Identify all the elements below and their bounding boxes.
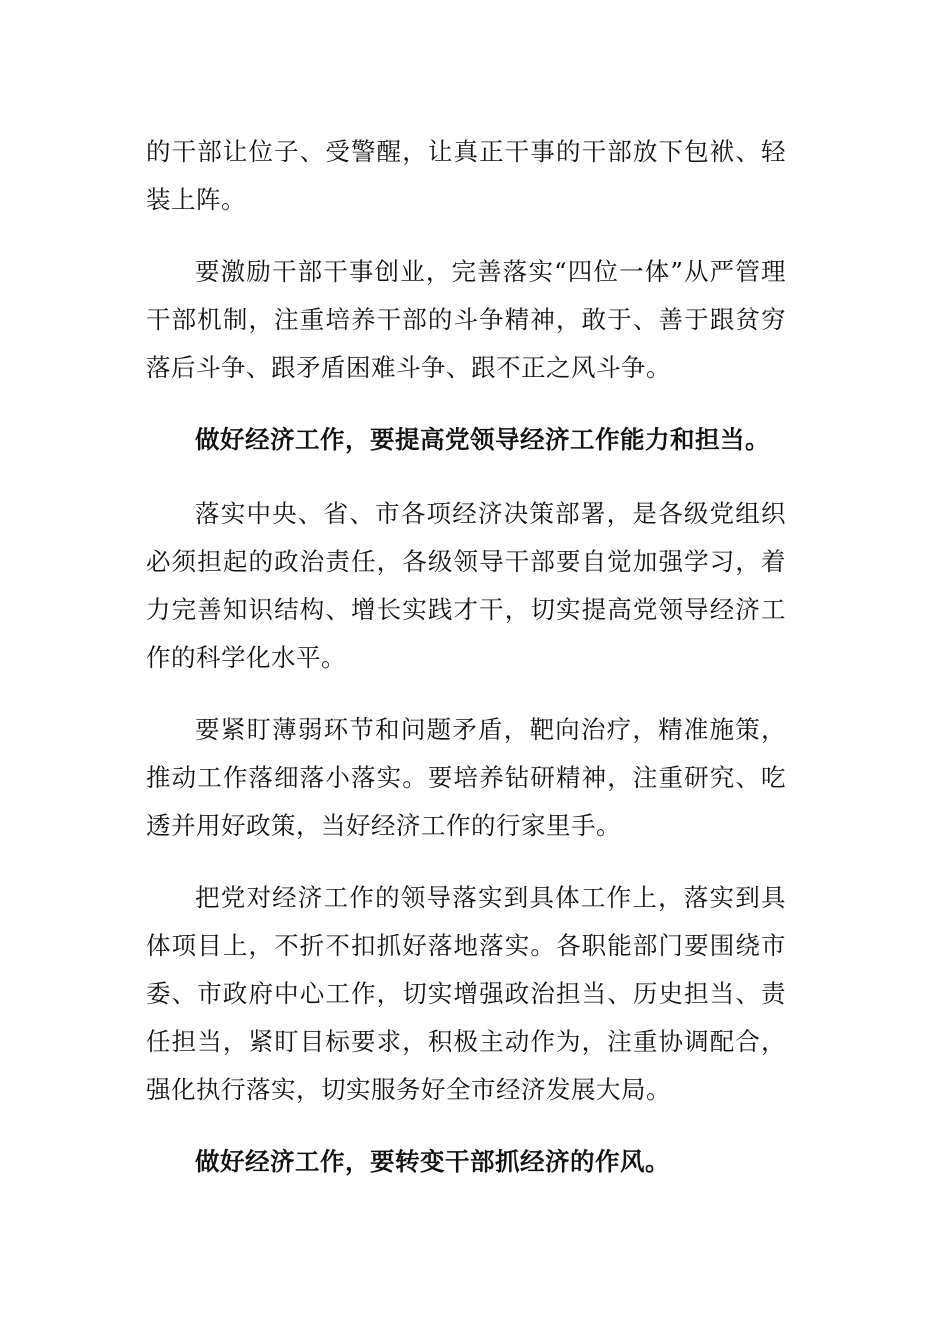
paragraph-weak-links: 要紧盯薄弱环节和问题矛盾，靶向治疗，精准施策，推动工作落细落小落实。要培养钻研精神，注重研究、吃透并用好政策，当好经济工作的行家里手。 xyxy=(146,715,786,840)
section-heading-leadership: 做好经济工作，要提高党领导经济工作能力和担当。 xyxy=(195,425,770,454)
paragraph-continuation: 的干部让位子、受警醒，让真正干事的干部放下包袱、轻装上阵。 xyxy=(146,137,786,214)
document-body xyxy=(146,128,786,1212)
paragraph-cadre-incentive: 要激励干部干事创业，完善落实“四位一体”从严管理干部机制，注重培养干部的斗争精神，敢于、善于跟贫穷落后斗争、跟矛盾困难斗争、跟不正之风斗争。 xyxy=(146,257,786,382)
paragraph-project-implementation: 把党对经济工作的领导落实到具体工作上，落实到具体项目上，不折不扣抓好落地落实。各职能部门要围绕市委、市政府中心工作，切实增强政治担当、历史担当、责任担当，紧盯目标要求，积极主动作为，注重协调配合，强化执行落实，切实服务好全市经济发展大局。 xyxy=(146,883,786,1104)
paragraph-implementation: 落实中央、省、市各项经济决策部署，是各级党组织必须担起的政治责任，各级领导干部要自觉加强学习，着力完善知识结构、增长实践才干，切实提高党领导经济工作的科学化水平。 xyxy=(146,499,786,672)
section-heading-work-style: 做好经济工作，要转变干部抓经济的作风。 xyxy=(195,1147,670,1176)
